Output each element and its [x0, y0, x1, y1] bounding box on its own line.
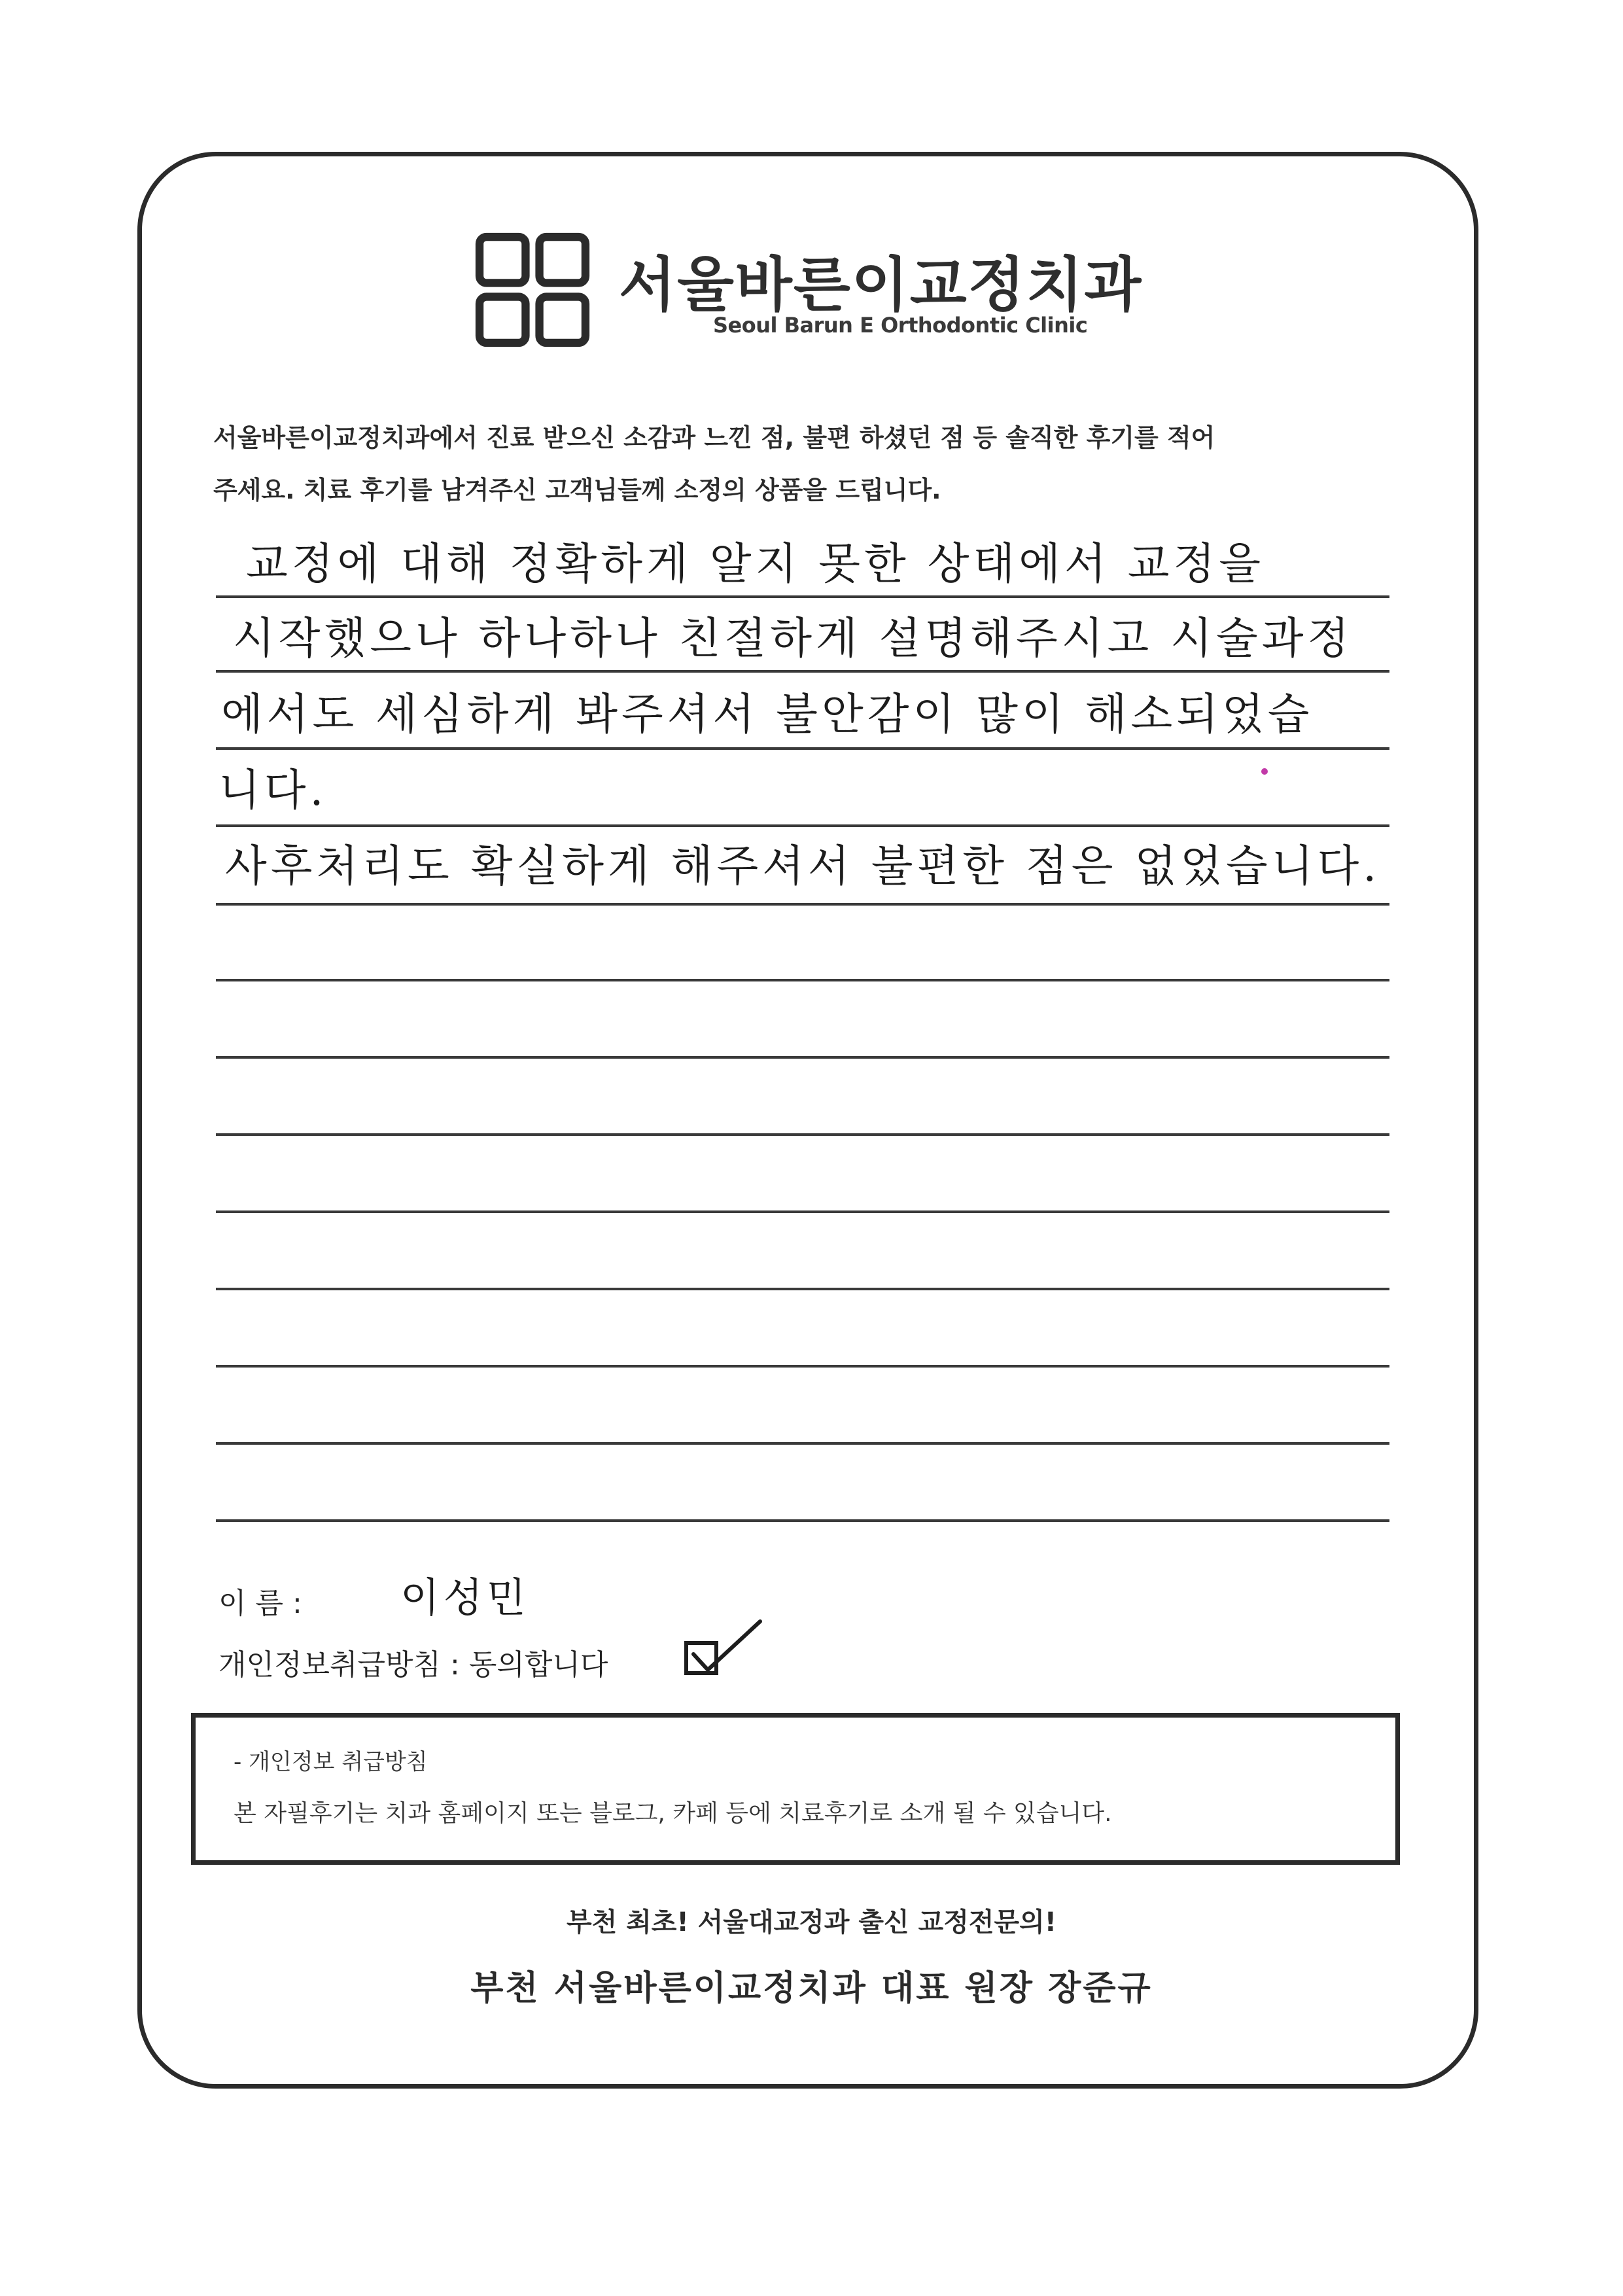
instruction-line-2: 주세요. 치료 후기를 남겨주신 고객님들께 소정의 상품을 드립니다. — [213, 476, 941, 504]
review-line-4: 니다. — [218, 765, 328, 815]
checkmark-icon — [687, 1616, 765, 1682]
ruled-line — [216, 1210, 1389, 1213]
review-line-1: 교정에 대해 정확하게 알지 못한 상태에서 교정을 — [246, 539, 1265, 589]
ruled-line — [216, 1442, 1389, 1445]
ruled-line — [216, 747, 1389, 750]
privacy-notice-box — [191, 1713, 1400, 1865]
footer-tagline: 부천 최초! 서울대교정과 출신 교정전문의! — [566, 1907, 1057, 1937]
ruled-line — [216, 979, 1389, 981]
footer-signoff: 부천 서울바른이교정치과 대표 원장 장준규 — [470, 1969, 1153, 2008]
clinic-name-en: Seoul Barun E Orthodontic Clinic — [713, 313, 1088, 338]
instruction-line-1: 서울바른이교정치과에서 진료 받으신 소감과 느낀 점, 불편 하셨던 점 등 솔직한 후기를 적어 — [213, 423, 1215, 452]
ruled-line — [216, 824, 1389, 827]
ruled-line — [216, 1519, 1389, 1522]
clinic-logo-icon — [475, 232, 590, 347]
privacy-notice-title: - 개인정보 취급방침 — [234, 1749, 428, 1775]
name-value[interactable]: 이성민 — [400, 1574, 530, 1621]
ruled-line — [216, 1288, 1389, 1290]
review-line-3: 에서도 세심하게 봐주셔서 불안감이 많이 해소되었습 — [221, 689, 1314, 739]
ruled-line — [216, 903, 1389, 906]
privacy-notice-text: 본 자필후기는 치과 홈페이지 또는 블로그, 카페 등에 치료후기로 소개 될 수 있습니다. — [234, 1800, 1112, 1827]
ruled-line — [216, 1365, 1389, 1368]
ruled-line — [216, 1133, 1389, 1136]
ruled-line — [216, 670, 1389, 673]
clinic-name-ko: 서울바른이교정치과 — [619, 251, 1143, 319]
consent-label: 개인정보취급방침 : 동의합니다 — [218, 1648, 608, 1682]
stray-pen-mark — [1261, 768, 1268, 775]
ruled-line — [216, 595, 1389, 598]
ruled-line — [216, 1056, 1389, 1059]
review-line-2: 시작했으나 하나하나 친절하게 설명해주시고 시술과정 — [233, 613, 1353, 663]
review-line-5: 사후처리도 확실하게 해주셔서 불편한 점은 없었습니다. — [225, 841, 1381, 891]
name-label: 이 름 : — [218, 1587, 302, 1620]
